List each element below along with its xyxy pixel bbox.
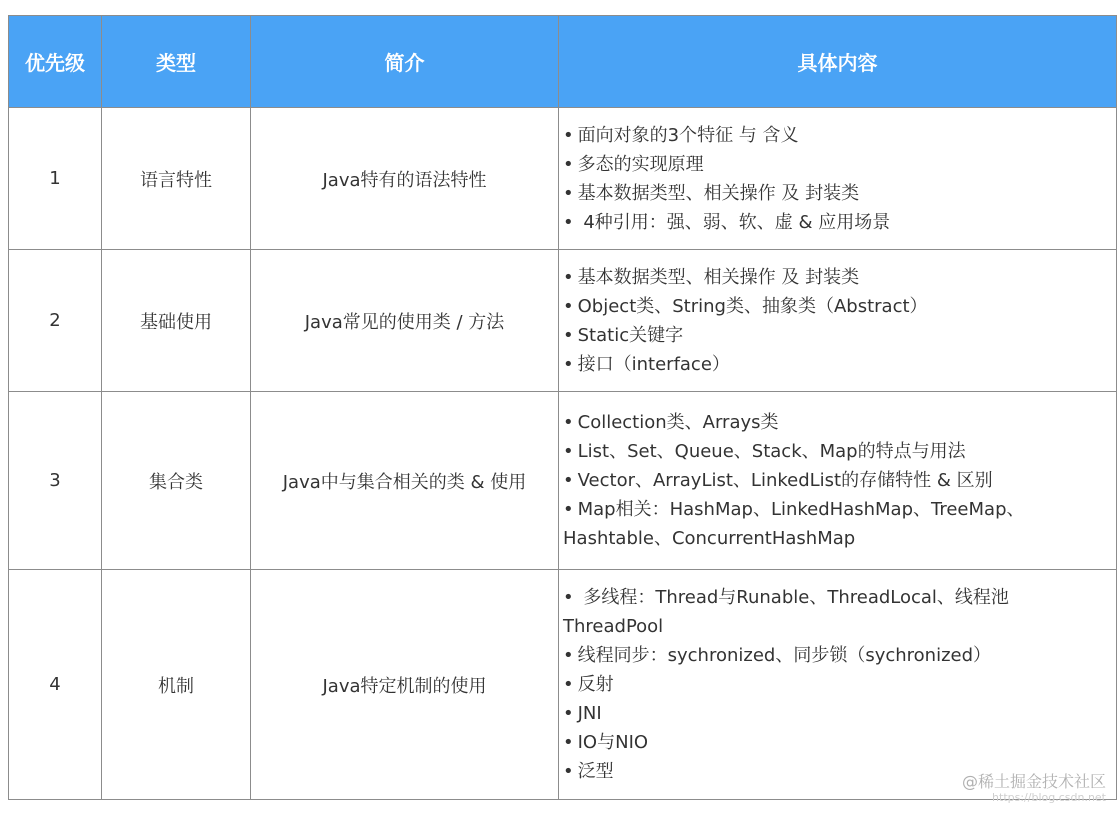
type-cell: 基础使用 <box>102 250 251 392</box>
bullet-icon: • <box>563 324 574 346</box>
priority-cell: 1 <box>9 108 102 250</box>
table-row <box>9 570 1117 800</box>
detail-text: 多线程：Thread与Runable、ThreadLocal、线程池 <box>577 587 1009 608</box>
priority-cell: 2 <box>9 250 102 392</box>
header-row <box>9 16 1117 108</box>
detail-text: Collection类、Arrays类 <box>577 412 779 433</box>
priority-cell: 4 <box>9 570 102 800</box>
java-topics-table <box>8 15 1117 800</box>
detail-text: Static关键字 <box>577 324 684 346</box>
bullet-icon: • <box>563 732 574 753</box>
type-cell: 集合类 <box>102 392 251 570</box>
detail-item <box>563 495 1116 553</box>
details-cell <box>559 108 1117 250</box>
detail-text: Object类、String类、抽象类（Abstract） <box>577 295 928 317</box>
detail-text: 反射 <box>577 674 614 695</box>
header-priority: 优先级 <box>9 16 102 108</box>
header-type: 类型 <box>102 16 251 108</box>
detail-item <box>563 121 1116 150</box>
bullet-icon: • <box>563 441 574 462</box>
bullet-icon: • <box>563 470 574 491</box>
detail-text: 泛型 <box>577 761 614 782</box>
detail-item <box>563 583 1116 641</box>
detail-text: 基本数据类型、相关操作 及 封装类 <box>577 182 860 204</box>
detail-text-continuation: ThreadPool <box>563 616 664 637</box>
intro-cell: Java特有的语法特性 <box>251 108 559 250</box>
bullet-icon: • <box>563 412 574 433</box>
bullet-icon: • <box>563 266 574 288</box>
bullet-icon: • <box>563 295 574 317</box>
detail-text: IO与NIO <box>577 732 649 753</box>
header-details: 具体内容 <box>559 16 1117 108</box>
bullet-icon: • <box>563 182 574 204</box>
detail-item <box>563 408 1116 437</box>
bullet-icon: • <box>563 703 574 724</box>
detail-text: 线程同步：sychronized、同步锁（sychronized） <box>577 645 992 666</box>
bullet-icon: • <box>563 645 574 666</box>
detail-text: Map相关：HashMap、LinkedHashMap、TreeMap、 <box>577 499 1025 520</box>
detail-item <box>563 728 1116 757</box>
detail-text: 基本数据类型、相关操作 及 封装类 <box>577 266 860 288</box>
detail-item <box>563 350 1116 379</box>
details-list <box>563 408 1116 553</box>
bullet-icon: • <box>563 353 574 375</box>
detail-text: 接口（interface） <box>577 353 730 375</box>
detail-item <box>563 699 1116 728</box>
detail-text-continuation: Hashtable、ConcurrentHashMap <box>563 528 856 549</box>
detail-item <box>563 208 1116 237</box>
bullet-icon: • <box>563 761 574 782</box>
detail-item <box>563 292 1116 321</box>
table-row <box>9 392 1117 570</box>
detail-text: JNI <box>577 703 602 724</box>
watermark-url: https://blog.csdn.net <box>992 791 1106 804</box>
table-row <box>9 250 1117 392</box>
detail-item <box>563 437 1116 466</box>
type-cell: 语言特性 <box>102 108 251 250</box>
detail-item <box>563 263 1116 292</box>
bullet-icon: • <box>563 211 574 233</box>
details-cell <box>559 250 1117 392</box>
header-intro: 简介 <box>251 16 559 108</box>
priority-cell: 3 <box>9 392 102 570</box>
detail-text: List、Set、Queue、Stack、Map的特点与用法 <box>577 441 966 462</box>
detail-text: 面向对象的3个特征 与 含义 <box>577 124 799 146</box>
detail-item <box>563 670 1116 699</box>
details-list <box>563 263 1116 379</box>
intro-cell: Java中与集合相关的类 & 使用 <box>251 392 559 570</box>
bullet-icon: • <box>563 587 574 608</box>
detail-item <box>563 466 1116 495</box>
bullet-icon: • <box>563 674 574 695</box>
detail-item <box>563 321 1116 350</box>
detail-item <box>563 641 1116 670</box>
details-cell <box>559 392 1117 570</box>
watermark-text: @稀土掘金技术社区 <box>961 772 1106 791</box>
bullet-icon: • <box>563 153 574 175</box>
intro-cell: Java常见的使用类 / 方法 <box>251 250 559 392</box>
watermark <box>962 774 1106 806</box>
table-body <box>9 108 1117 800</box>
detail-text: 4种引用：强、弱、软、虚 & 应用场景 <box>577 211 891 233</box>
intro-cell: Java特定机制的使用 <box>251 570 559 800</box>
bullet-icon: • <box>563 499 574 520</box>
details-cell <box>559 570 1117 800</box>
type-cell: 机制 <box>102 570 251 800</box>
detail-item <box>563 150 1116 179</box>
details-list <box>563 583 1116 786</box>
table-row <box>9 108 1117 250</box>
detail-text: 多态的实现原理 <box>577 153 704 175</box>
details-list <box>563 121 1116 237</box>
bullet-icon: • <box>563 124 574 146</box>
detail-item <box>563 179 1116 208</box>
detail-text: Vector、ArrayList、LinkedList的存储特性 & 区别 <box>577 470 993 491</box>
